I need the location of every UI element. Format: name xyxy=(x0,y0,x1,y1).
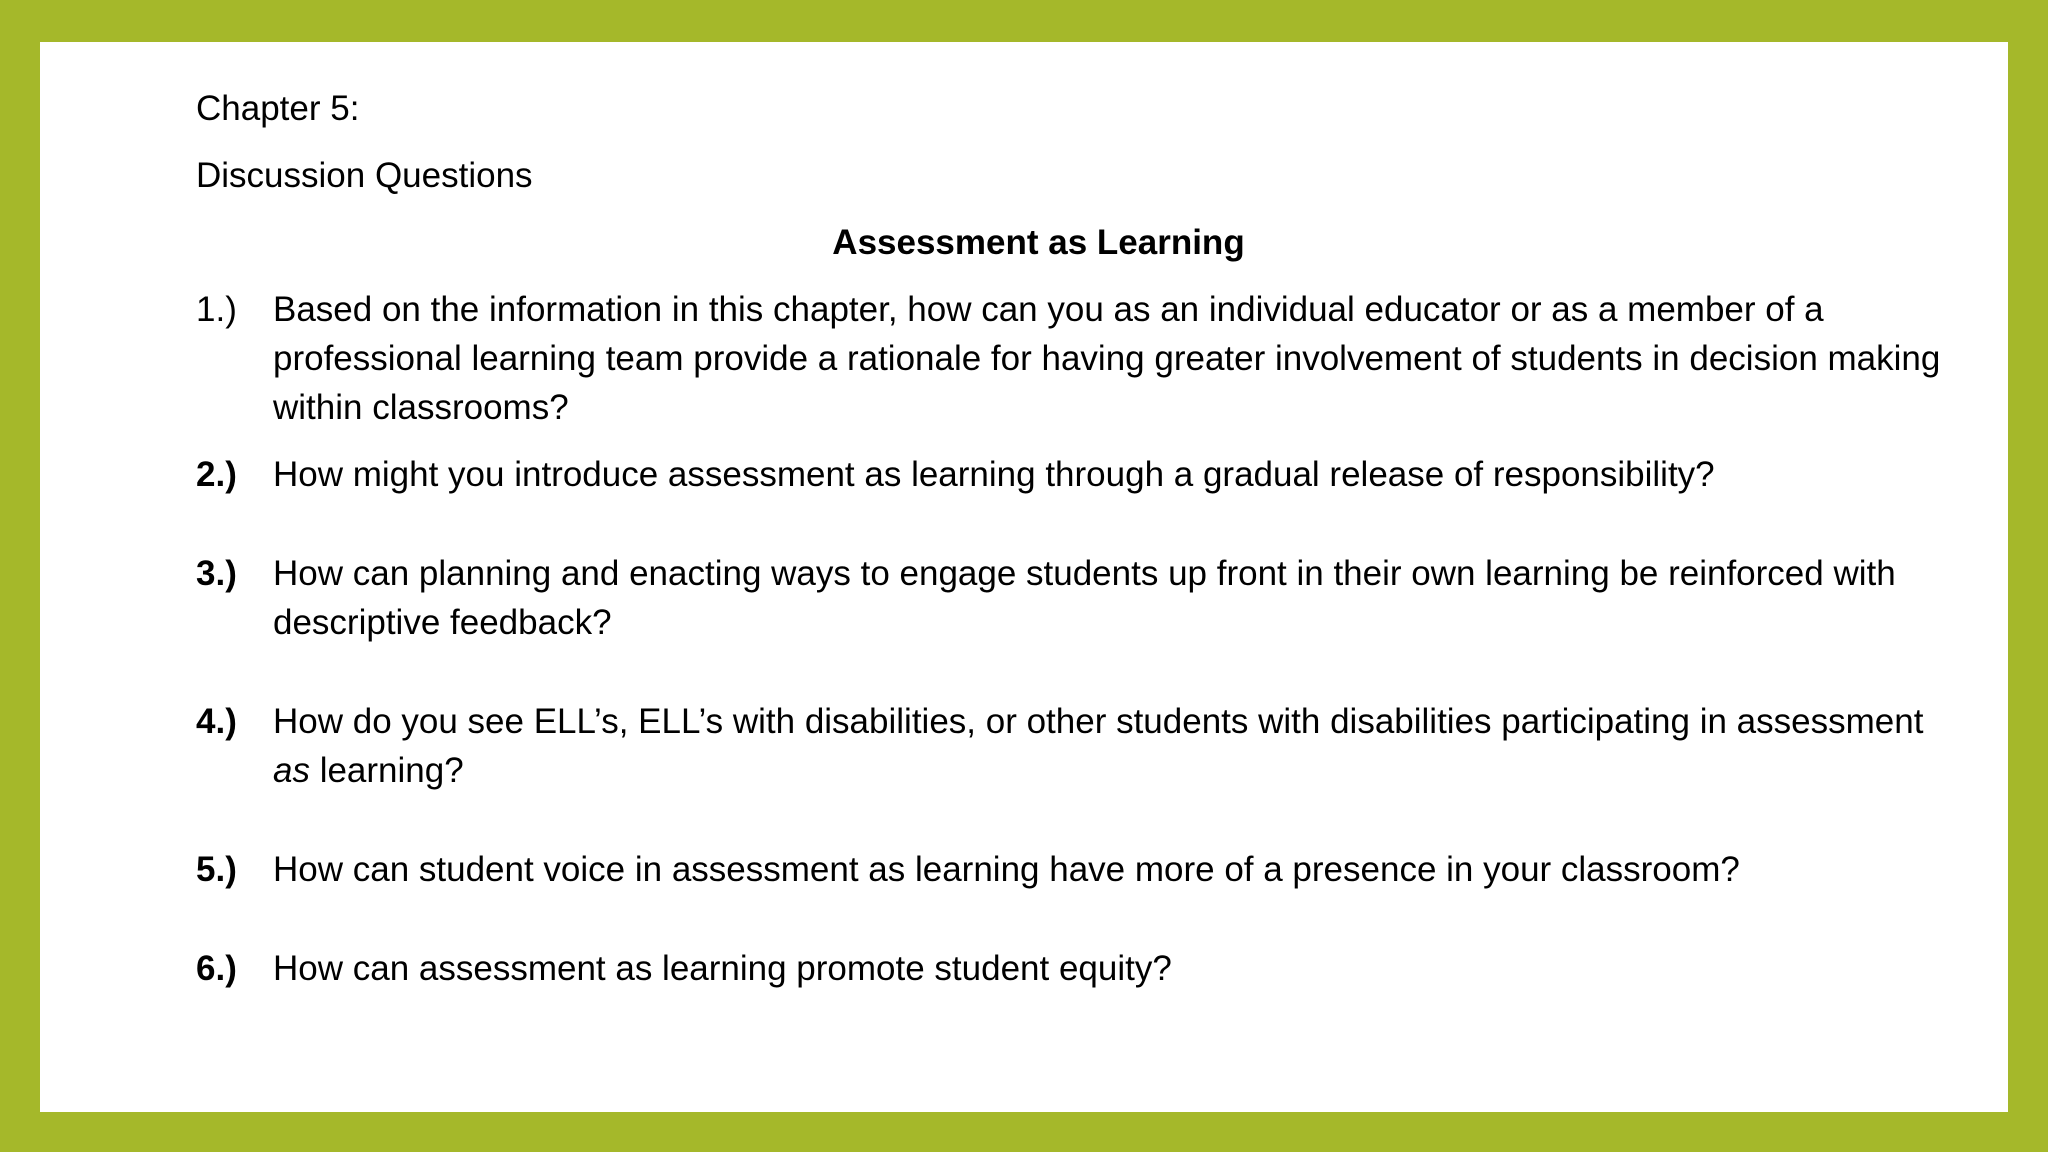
question-item-2 xyxy=(196,450,1956,499)
chapter-label: Chapter 5: xyxy=(196,89,360,128)
question-text-6: How can assessment as learning promote student equity? xyxy=(273,949,1172,988)
slide-content xyxy=(196,84,1956,993)
question-number-5: 5.) xyxy=(196,850,237,889)
question-number-1: 1.) xyxy=(196,290,237,329)
question-number-4: 4.) xyxy=(196,702,237,741)
question-text-3: How can planning and enacting ways to engage students up front in their own learning be reinforced with descriptive feedback? xyxy=(273,554,1896,642)
question-text-4-end: learning? xyxy=(309,751,464,790)
question-text-2: How might you introduce assessment as learning through a gradual release of responsibility? xyxy=(273,455,1715,494)
question-text-4 xyxy=(273,697,1956,795)
question-list xyxy=(196,285,1956,993)
question-text-1: Based on the information in this chapter, how can you as an individual educator or as a member of a professional learning team provide a rationale for having greater involvement of students in decision making within classrooms? xyxy=(273,290,1941,427)
slide-page xyxy=(40,42,2008,1112)
slide-subtitle: Discussion Questions xyxy=(196,156,533,195)
question-item-3 xyxy=(196,549,1956,647)
question-item-1 xyxy=(196,285,1956,432)
question-item-5 xyxy=(196,845,1956,894)
question-number-2: 2.) xyxy=(196,455,237,494)
slide-heading: Assessment as Learning xyxy=(832,223,1245,262)
question-number-6: 6.) xyxy=(196,949,237,988)
question-item-6 xyxy=(196,944,1956,993)
question-item-4 xyxy=(196,697,1956,795)
question-text-4-emphasis: as xyxy=(273,751,310,790)
question-text-4-start: How do you see ELL’s, ELL’s with disabilities, or other students with disabilities participating in assessment xyxy=(273,702,1924,741)
question-number-3: 3.) xyxy=(196,554,237,593)
question-text-5: How can student voice in assessment as learning have more of a presence in your classroom? xyxy=(273,850,1740,889)
